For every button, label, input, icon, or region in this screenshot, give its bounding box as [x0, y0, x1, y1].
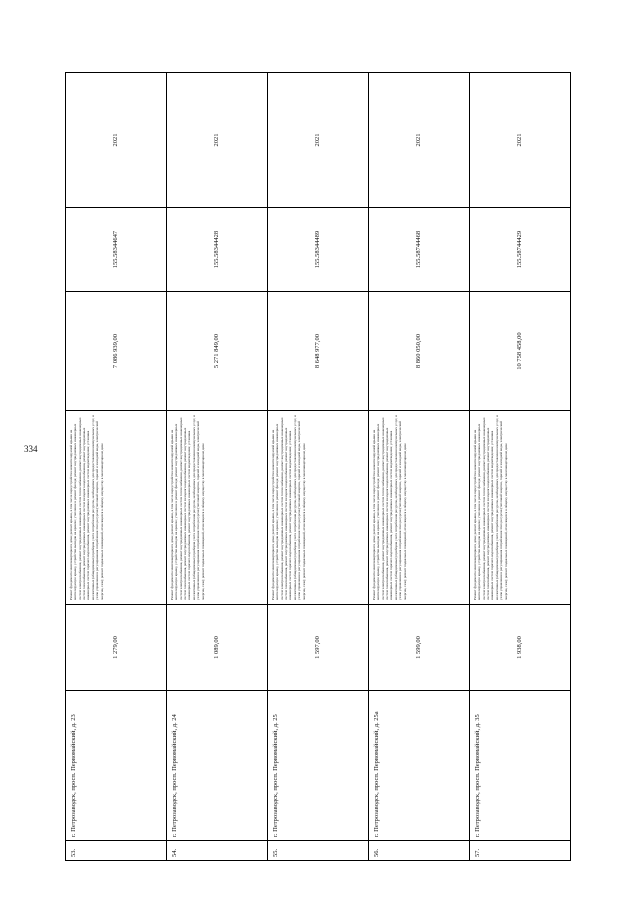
row-year: 2021 [268, 73, 369, 208]
row-work-list: Ремонт фундамента многоквартирного дома; ремонт крыши, в том числе переустройство невентилируемой крыши на вентилируемую крышу, устройство выходов на кровлю; утепление и ремонт фасада; ремонт внутридомовых инженерных систем электроснабжения, ремонт внутридомовых инженерных систем теплоснабжения, ремонт внутридомовых инженерных систем газоснабжения, ремонт внутридомовых инженерных систем холодного водоснабжения, ремонт внутридомовых инженерных систем горячего водоснабжения, ремонт внутридомовых инженерных систем водоотведения; установка коллективных (общедомовых) приборов учета потребления ресурсов, необходимых для предоставления коммунальных услуг, и узлов управления и регулирования потребления этих ресурсов (тепловой энергии, горячей и холодной воды, электрической энергии, газа); ремонт подвальных помещений, относящихся к общему имуществу в многоквартирном доме [369, 411, 470, 605]
row-cost: 5 271 849,00 [167, 292, 268, 411]
row-year: 2021 [167, 73, 268, 208]
row-code: 155.58744468 [369, 208, 470, 292]
row-code: 155.58744429 [470, 208, 571, 292]
table-row [369, 73, 470, 861]
row-number: 57. [470, 841, 571, 861]
row-work-list: Ремонт фундамента многоквартирного дома; ремонт крыши, в том числе переустройство невентилируемой крыши на вентилируемую крышу, устройство выходов на кровлю; утепление и ремонт фасада; ремонт внутридомовых инженерных систем электроснабжения, ремонт внутридомовых инженерных систем теплоснабжения, ремонт внутридомовых инженерных систем газоснабжения, ремонт внутридомовых инженерных систем холодного водоснабжения, ремонт внутридомовых инженерных систем горячего водоснабжения, ремонт внутридомовых инженерных систем водоотведения; установка коллективных (общедомовых) приборов учета потребления ресурсов, необходимых для предоставления коммунальных услуг, и узлов управления и регулирования потребления этих ресурсов (тепловой энергии, горячей и холодной воды, электрической энергии, газа); ремонт подвальных помещений, относящихся к общему имуществу в многоквартирном доме [268, 411, 369, 605]
table-row [470, 73, 571, 861]
row-code: 155.58344489 [268, 208, 369, 292]
row-cost: 10 758 458,00 [470, 292, 571, 411]
table-row [66, 73, 167, 861]
row-area: 1 599,00 [369, 605, 470, 691]
row-number: 56. [369, 841, 470, 861]
row-code: 155.58344647 [66, 208, 167, 292]
row-area: 1 597,00 [268, 605, 369, 691]
row-cost: 7 086 939,00 [66, 292, 167, 411]
row-work-list: Ремонт фундамента многоквартирного дома; ремонт крыши, в том числе переустройство невентилируемой крыши на вентилируемую крышу, устройство выходов на кровлю; утепление и ремонт фасада; ремонт внутридомовых инженерных систем электроснабжения, ремонт внутридомовых инженерных систем теплоснабжения, ремонт внутридомовых инженерных систем газоснабжения, ремонт внутридомовых инженерных систем холодного водоснабжения, ремонт внутридомовых инженерных систем горячего водоснабжения, ремонт внутридомовых инженерных систем водоотведения; установка коллективных (общедомовых) приборов учета потребления ресурсов, необходимых для предоставления коммунальных услуг, и узлов управления и регулирования потребления этих ресурсов (тепловой энергии, горячей и холодной воды, электрической энергии, газа); ремонт подвальных помещений, относящихся к общему имуществу в многоквартирном доме [66, 411, 167, 605]
row-address: г. Петрозаводск, просп. Первомайский, д. 24 [167, 691, 268, 841]
row-area: 1 938,00 [470, 605, 571, 691]
row-year: 2021 [470, 73, 571, 208]
row-number: 54. [167, 841, 268, 861]
row-work-list: Ремонт фундамента многоквартирного дома; ремонт крыши, в том числе переустройство невентилируемой крыши на вентилируемую крышу, устройство выходов на кровлю; утепление и ремонт фасада; ремонт внутридомовых инженерных систем электроснабжения, ремонт внутридомовых инженерных систем теплоснабжения, ремонт внутридомовых инженерных систем газоснабжения, ремонт внутридомовых инженерных систем холодного водоснабжения, ремонт внутридомовых инженерных систем горячего водоснабжения, ремонт внутридомовых инженерных систем водоотведения; установка коллективных (общедомовых) приборов учета потребления ресурсов, необходимых для предоставления коммунальных услуг, и узлов управления и регулирования потребления этих ресурсов (тепловой энергии, горячей и холодной воды, электрической энергии, газа); ремонт подвальных помещений, относящихся к общему имуществу в многоквартирном доме [470, 411, 571, 605]
table-row [268, 73, 369, 861]
page-number: 334 [24, 444, 38, 454]
row-year: 2021 [369, 73, 470, 208]
row-address: г. Петрозаводск, просп. Первомайский, д. 35 [470, 691, 571, 841]
table-row [167, 73, 268, 861]
row-number: 55. [268, 841, 369, 861]
row-work-list: Ремонт фундамента многоквартирного дома; ремонт крыши, в том числе переустройство невентилируемой крыши на вентилируемую крышу, устройство выходов на кровлю; утепление и ремонт фасада; ремонт внутридомовых инженерных систем электроснабжения, ремонт внутридомовых инженерных систем теплоснабжения, ремонт внутридомовых инженерных систем газоснабжения, ремонт внутридомовых инженерных систем холодного водоснабжения, ремонт внутридомовых инженерных систем горячего водоснабжения, ремонт внутридомовых инженерных систем водоотведения; установка коллективных (общедомовых) приборов учета потребления ресурсов, необходимых для предоставления коммунальных услуг, и узлов управления и регулирования потребления этих ресурсов (тепловой энергии, горячей и холодной воды, электрической энергии, газа); ремонт подвальных помещений, относящихся к общему имуществу в многоквартирном доме [167, 411, 268, 605]
row-cost: 8 860 050,00 [369, 292, 470, 411]
row-address: г. Петрозаводск, просп. Первомайский, д. 25а [369, 691, 470, 841]
row-area: 1 089,00 [167, 605, 268, 691]
row-number: 53. [66, 841, 167, 861]
capital-repair-table [65, 72, 571, 861]
row-address: г. Петрозаводск, просп. Первомайский, д. 23 [66, 691, 167, 841]
row-cost: 8 648 977,00 [268, 292, 369, 411]
row-address: г. Петрозаводск, просп. Первомайский, д. 25 [268, 691, 369, 841]
row-year: 2021 [66, 73, 167, 208]
row-code: 155.58344428 [167, 208, 268, 292]
row-area: 1 279,00 [66, 605, 167, 691]
